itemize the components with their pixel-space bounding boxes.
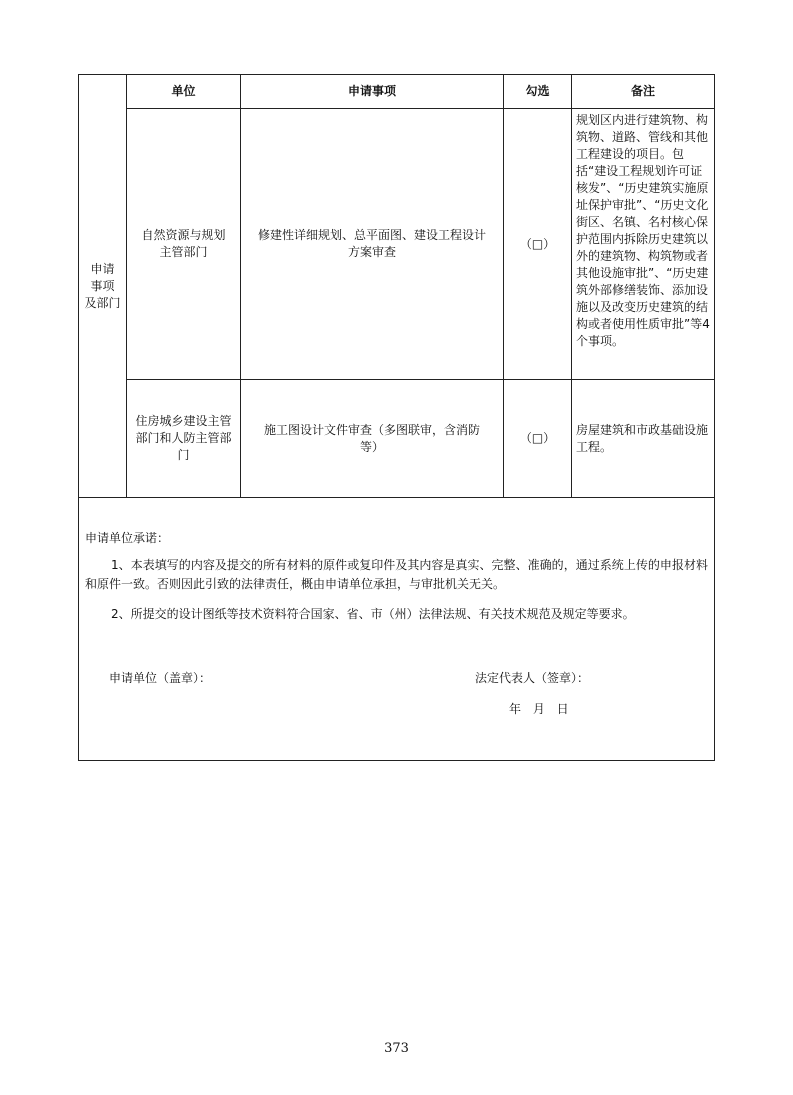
table-row [79,380,715,498]
pledge-section [79,498,715,761]
pledge-clause-1: 1、本表填写的内容及提交的所有材料的原件或复印件及其内容是真实、完整、准确的，通过系统上传的申报材料和原件一致。否则因此引致的法律责任，概由申请单位承担，与审批机关无关。 [85,558,708,591]
item-cell: 施工图设计文件审查（多图联审，含消防等） [241,380,504,498]
header-check: 勾选 [504,75,572,109]
header-unit: 单位 [127,75,241,109]
header-item: 申请事项 [241,75,504,109]
date-field[interactable]: 年 月 日 [509,702,569,716]
item-cell: 修建性详细规划、总平面图、建设工程设计方案审查 [241,109,504,380]
remark-cell: 规划区内进行建筑物、构筑物、道路、管线和其他工程建设的项目。包括“建设工程规划许可证核发”、“历史建筑实施原址保护审批”、“历史文化街区、名镇、名村核心保护范围内拆除历史建筑以外的建筑物、构筑物或者其他设施审批”、“历史建筑外部修缮装饰、添加设施以及改变历史建筑的结构或者使用性质审批”等4个事项。 [572,109,715,380]
header-remark: 备注 [572,75,715,109]
unit-cell: 住房城乡建设主管部门和人防主管部门 [127,380,241,498]
section-label-line: 申请 [90,261,115,276]
unit-cell: 自然资源与规划主管部门 [127,109,241,380]
section-label-line: 事项 [90,278,115,293]
applicant-seal-field[interactable]: 申请单位（盖章）： [109,671,212,685]
section-label-line: 及部门 [84,295,121,310]
table-row [79,109,715,380]
application-table [78,74,715,761]
section-label-cell [79,75,127,498]
checkbox-cell[interactable]: （□） [504,380,572,498]
pledge-clause-2: 2、所提交的设计图纸等技术资料符合国家、省、市（州）法律法规、有关技术规范及规定等要求。 [111,607,635,621]
pledge-title: 申请单位承诺： [85,531,170,545]
checkbox-cell[interactable]: （□） [504,109,572,380]
legal-rep-sign-field[interactable]: 法定代表人（签章）： [475,671,590,685]
page-number: 373 [384,1041,409,1056]
remark-cell: 房屋建筑和市政基础设施工程。 [572,380,715,498]
